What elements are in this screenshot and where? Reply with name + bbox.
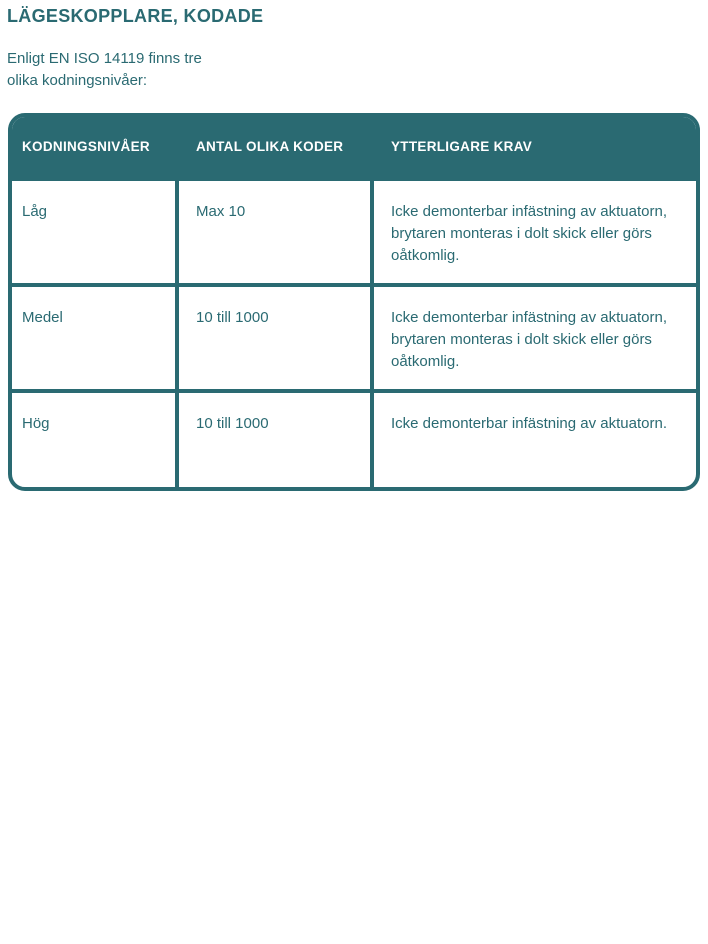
cell-level: Medel — [12, 287, 179, 389]
cell-codes: 10 till 1000 — [179, 393, 374, 487]
table-row — [12, 389, 696, 487]
page-title: LÄGESKOPPLARE, KODADE — [7, 6, 264, 26]
cell-requirement: Icke demonterbar infästning av aktuatorn, brytaren monteras i dolt skick eller görs oåtkomlig. — [391, 309, 667, 370]
header-coding-levels: KODNINGSNIVÅER — [22, 139, 150, 154]
intro-line-1: Enligt EN ISO 14119 finns tre — [7, 50, 202, 67]
cell-codes: 10 till 1000 — [179, 287, 374, 389]
cell-level: Hög — [12, 393, 179, 487]
intro-paragraph — [7, 48, 202, 92]
intro-line-2: olika kodningsnivåer: — [7, 72, 148, 89]
header-number-of-codes: ANTAL OLIKA KODER — [196, 139, 344, 154]
cell-codes: Max 10 — [179, 181, 374, 283]
cell-requirement: Icke demonterbar infästning av aktuatorn. — [391, 415, 667, 432]
table-row — [12, 283, 696, 389]
table-row — [12, 177, 696, 283]
cell-level: Låg — [12, 181, 179, 283]
cell-requirement: Icke demonterbar infästning av aktuatorn, brytaren monteras i dolt skick eller görs oåtkomlig. — [391, 203, 667, 264]
table-header-row — [12, 117, 696, 177]
coding-levels-table — [8, 113, 700, 491]
header-additional-requirements: YTTERLIGARE KRAV — [391, 139, 533, 154]
